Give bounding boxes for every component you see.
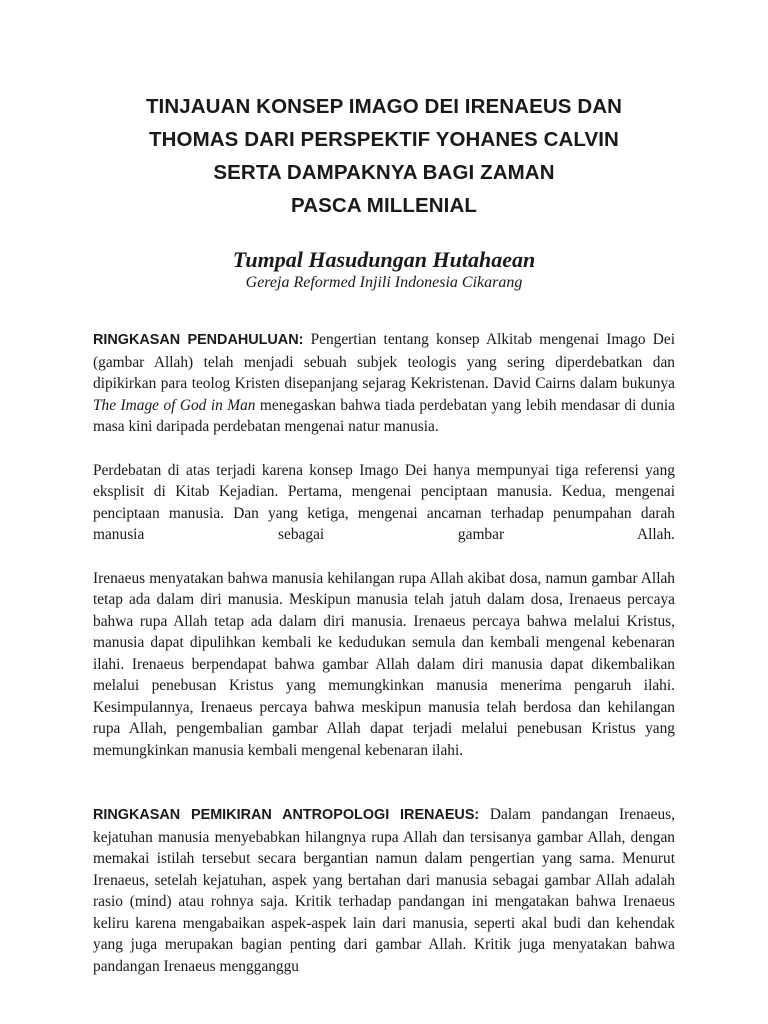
paragraph-text: menegaskan bahwa tiada perdebatan yang lebih mendasar di dunia masa kini daripada perdebatan mengenai natur manusia.: [93, 396, 675, 435]
book-title: The Image of God in Man: [93, 396, 256, 414]
author-affiliation: Gereja Reformed Injili Indonesia Cikarang: [245, 274, 523, 291]
author-name: Tumpal Hasudungan Hutahaean: [232, 247, 536, 272]
paragraph-pendahuluan: [93, 329, 675, 438]
paragraph-perdebatan: Perdebatan di atas terjadi karena konsep Imago Dei hanya mempunyai tiga referensi yang eksplisit di Kitab Kejadian. Pertama, mengenai penciptaan manusia. Kedua, mengenai penciptaan manusia. Dan yang ketiga, mengenai ancaman terhadap penumpahan darah manusia sebagai gambar Allah.: [93, 461, 675, 543]
section-heading: RINGKASAN PEMIKIRAN ANTROPOLOGI IRENAEUS:: [93, 807, 480, 823]
paragraph-text: Dalam pandangan Irenaeus, kejatuhan manusia menyebabkan hilangnya rupa Allah dan tersisanya gambar Allah, dengan memakai istilah tersebut secara bergantian namun dalam pengertian yang sama. Menurut Irenaeus, setelah kejatuhan, aspek yang bertahan dari manusia sebagai gambar Allah adalah rasio (mind) atau rohnya saja. Kritik terhadap pandangan ini mengatakan bahwa Irenaeus keliru karena mengabaikan aspek-aspek lain dari manusia, seperti akal budi dan kehendak yang juga merupakan bagian penting dari gambar Allah. Kritik juga menyatakan bahwa pandangan Irenaeus mengganggu: [93, 806, 675, 975]
document-title: [93, 0, 675, 222]
title-line: SERTA DAMPAKNYA BAGI ZAMAN: [213, 161, 555, 184]
paragraph-antropologi: [93, 804, 675, 977]
title-line: TINJAUAN KONSEP IMAGO DEI IRENAEUS DAN: [145, 95, 623, 118]
section-heading: RINGKASAN PENDAHULUAN:: [93, 332, 304, 348]
title-line: THOMAS DARI PERSPEKTIF YOHANES CALVIN: [149, 128, 619, 151]
paragraph-text: Pengertian tentang konsep Alkitab mengenai Imago Dei (gambar Allah) telah menjadi sebuah subjek teologis yang sering diperdebatkan dan dipikirkan para teolog Kristen disepanjang sejarag Kekristenan. David Cairns dalam bukunya: [93, 331, 675, 392]
title-line: PASCA MILLENIAL: [291, 194, 477, 217]
paragraph-irenaeus: Irenaeus menyatakan bahwa manusia kehilangan rupa Allah akibat dosa, namun gambar Allah tetap ada dalam diri manusia. Meskipun manusia telah jatuh dalam dosa, Irenaeus percaya bahwa rupa Allah tetap ada dalam diri manusia. Irenaeus percaya bahwa melalui Kristus, manusia dapat dipulihkan kembali ke kedudukan semula dan kembali mengenal kebenaran ilahi. Irenaeus berpendapat bahwa gambar Allah dalam diri manusia dapat dikembalikan melalui penebusan Kristus yang memungkinkan manusia menerima pengaruh ilahi. Kesimpulannya, Irenaeus percaya bahwa meskipun manusia telah berdosa dan kehilangan rupa Allah, pengembalian gambar Allah dapat terjadi melalui penebusan Kristus yang memungkinkan manusia kembali mengenal kebenaran ilahi.: [93, 569, 675, 759]
